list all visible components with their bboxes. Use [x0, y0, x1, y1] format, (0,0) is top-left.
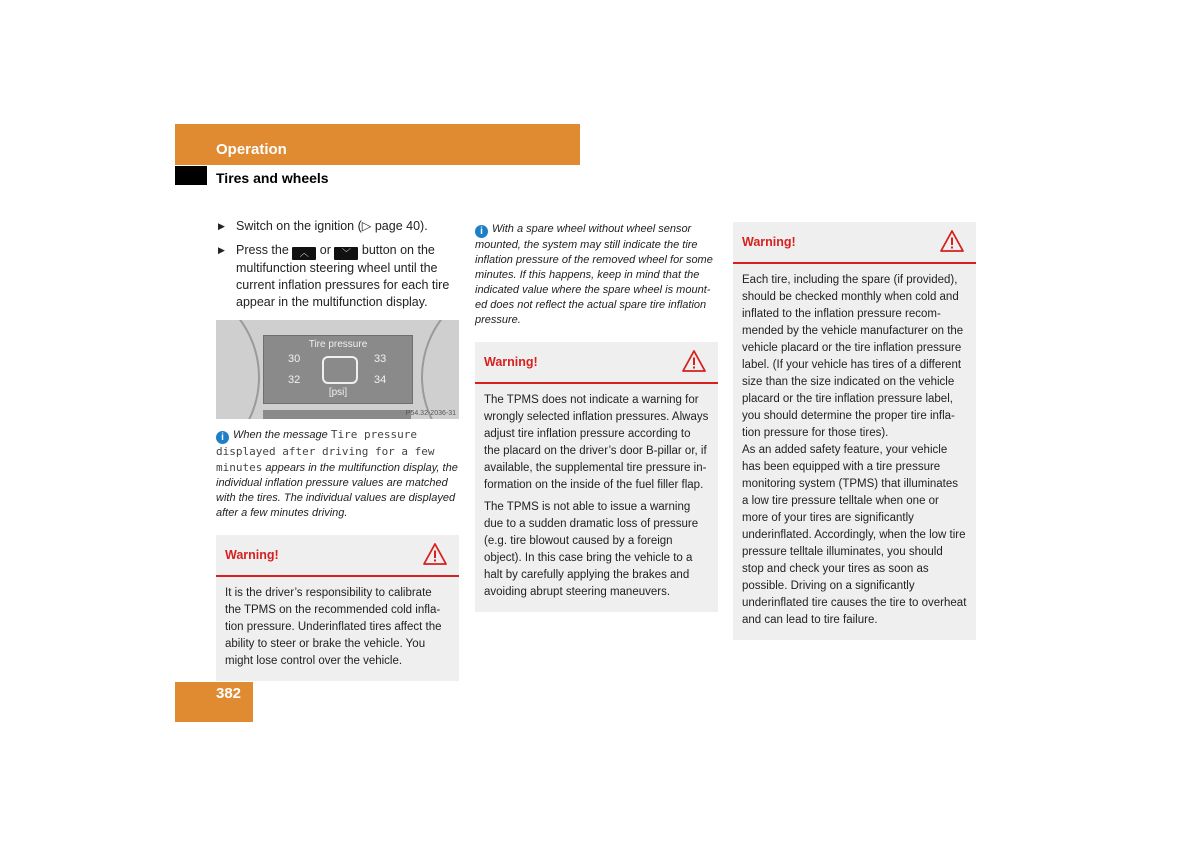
warning-header	[475, 342, 718, 384]
warning-triangle-icon	[682, 350, 706, 372]
warning-label: Warning!	[742, 235, 796, 249]
warning-paragraph-1: Each tire, including the spare (if provided), should be checked monthly when cold and inflated to the inflation pressure recommended by the vehicle manufacturer on the vehicle placard or the tire inflation pressure label. (If your vehicle has tires of a different size than the size indicated on the vehicle placard or the tire inflation pressure label, you should determine the proper tire inflation pressure for those tires).	[742, 274, 964, 439]
display-unit: [psi]	[328, 387, 348, 398]
section-marker	[175, 166, 207, 185]
step-2	[216, 242, 459, 311]
warning-body	[216, 577, 459, 681]
info-note-2	[475, 222, 718, 328]
page-number: 382	[216, 685, 242, 702]
info-icon: i	[475, 225, 488, 238]
step-2-before: Press the	[236, 243, 289, 257]
warning-body	[475, 384, 718, 612]
gauge-right	[421, 320, 459, 419]
info-2-text: With a spare wheel without wheel sensor mounted, the system may still indicate the tire inflation pressure of the removed wheel for some minutes. If this happens, keep in mind that the indicated value where the spare wheel is mounted does not reflect the actual spare tire inflation pressure.	[475, 223, 713, 326]
arrow-down-button-icon: ﹀	[334, 247, 358, 260]
warning-header	[733, 222, 976, 264]
warning-body	[733, 264, 976, 640]
warning-triangle-icon	[940, 230, 964, 252]
info-1-message: Tire pressure displayed after driving for a few minutes	[216, 428, 435, 474]
warning-header	[216, 535, 459, 577]
warning-box-2	[475, 342, 718, 612]
info-note-1	[216, 427, 459, 521]
warning-paragraph-2: The TPMS is not able to issue a warning due to a sudden dramatic loss of pressure (e.g. tire blowout caused by a foreign object). In this case bring the vehicle to a halt by carefully applying the brakes and avoiding abrupt steering maneuvers.	[484, 501, 699, 598]
display-title: Tire pressure	[308, 339, 368, 350]
step-2-after: button on the multifunction steering wheel until the current inflation pressures for each tire appear in the multifunction display.	[236, 243, 450, 309]
car-outline-icon	[322, 356, 358, 384]
display-lower-strip	[263, 410, 411, 419]
warning-box-3	[733, 222, 976, 640]
arrow-up-button-icon: ︿	[292, 247, 316, 260]
step-1	[216, 218, 459, 235]
info-1-part2: appears in the multifunction display, the individual inflation pressure values are matched with the tires. The individual values are displayed after a few minutes driving.	[216, 462, 458, 519]
chapter-title: Operation	[216, 141, 287, 158]
info-icon: i	[216, 431, 229, 444]
warning-paragraph-1: The TPMS does not indicate a warning for wrongly selected inflation pressures. Always adjust tire inflation pressure according to the placard on the driver’s door B-pillar or, if available, the supplemental tire pressure information on the inside of the fuel filler flap.	[484, 394, 709, 491]
value-front-right: 33	[374, 353, 387, 365]
column-2	[475, 222, 718, 612]
value-rear-right: 34	[374, 374, 387, 386]
warning-box-1	[216, 535, 459, 681]
warning-label: Warning!	[484, 355, 538, 369]
warning-text: It is the driver’s responsibility to calibrate the TPMS on the recommended cold inflation pressure. Underinflated tires affect the ability to steer or brake the vehicle. You might lose control over the vehicle.	[225, 587, 442, 667]
image-code: P54.32-2036-31	[405, 410, 456, 417]
step-2-or: or	[319, 243, 331, 257]
step-1-text: Switch on the ignition (▷ page 40).	[236, 219, 428, 233]
tire-pressure-display-image	[216, 320, 459, 419]
warning-triangle-icon	[423, 543, 447, 565]
section-title: Tires and wheels	[216, 170, 329, 186]
bullet-arrow-icon: ▶	[218, 245, 225, 255]
gauge-left	[216, 320, 260, 419]
warning-paragraph-2: As an added safety feature, your vehicle has been equipped with a tire pressure monitoring system (TPMS) that illuminates a low tire pressure telltale when one or more of your tires are significantly underinflated. Accordingly, when the low tire pressure telltale illuminates, you should stop and check your tires as soon as possible. Driving on a significantly underinflated tire causes the tire to overheat and can lead to tire failure.	[742, 444, 967, 626]
info-1-part1: When the message	[233, 429, 328, 441]
column-3	[733, 222, 976, 640]
column-1	[216, 218, 459, 681]
bullet-arrow-icon: ▶	[218, 221, 225, 231]
value-rear-left: 32	[288, 374, 301, 386]
value-front-left: 30	[288, 353, 301, 365]
page-number-box	[175, 682, 253, 722]
display-screen	[263, 335, 413, 404]
warning-label: Warning!	[225, 548, 279, 562]
